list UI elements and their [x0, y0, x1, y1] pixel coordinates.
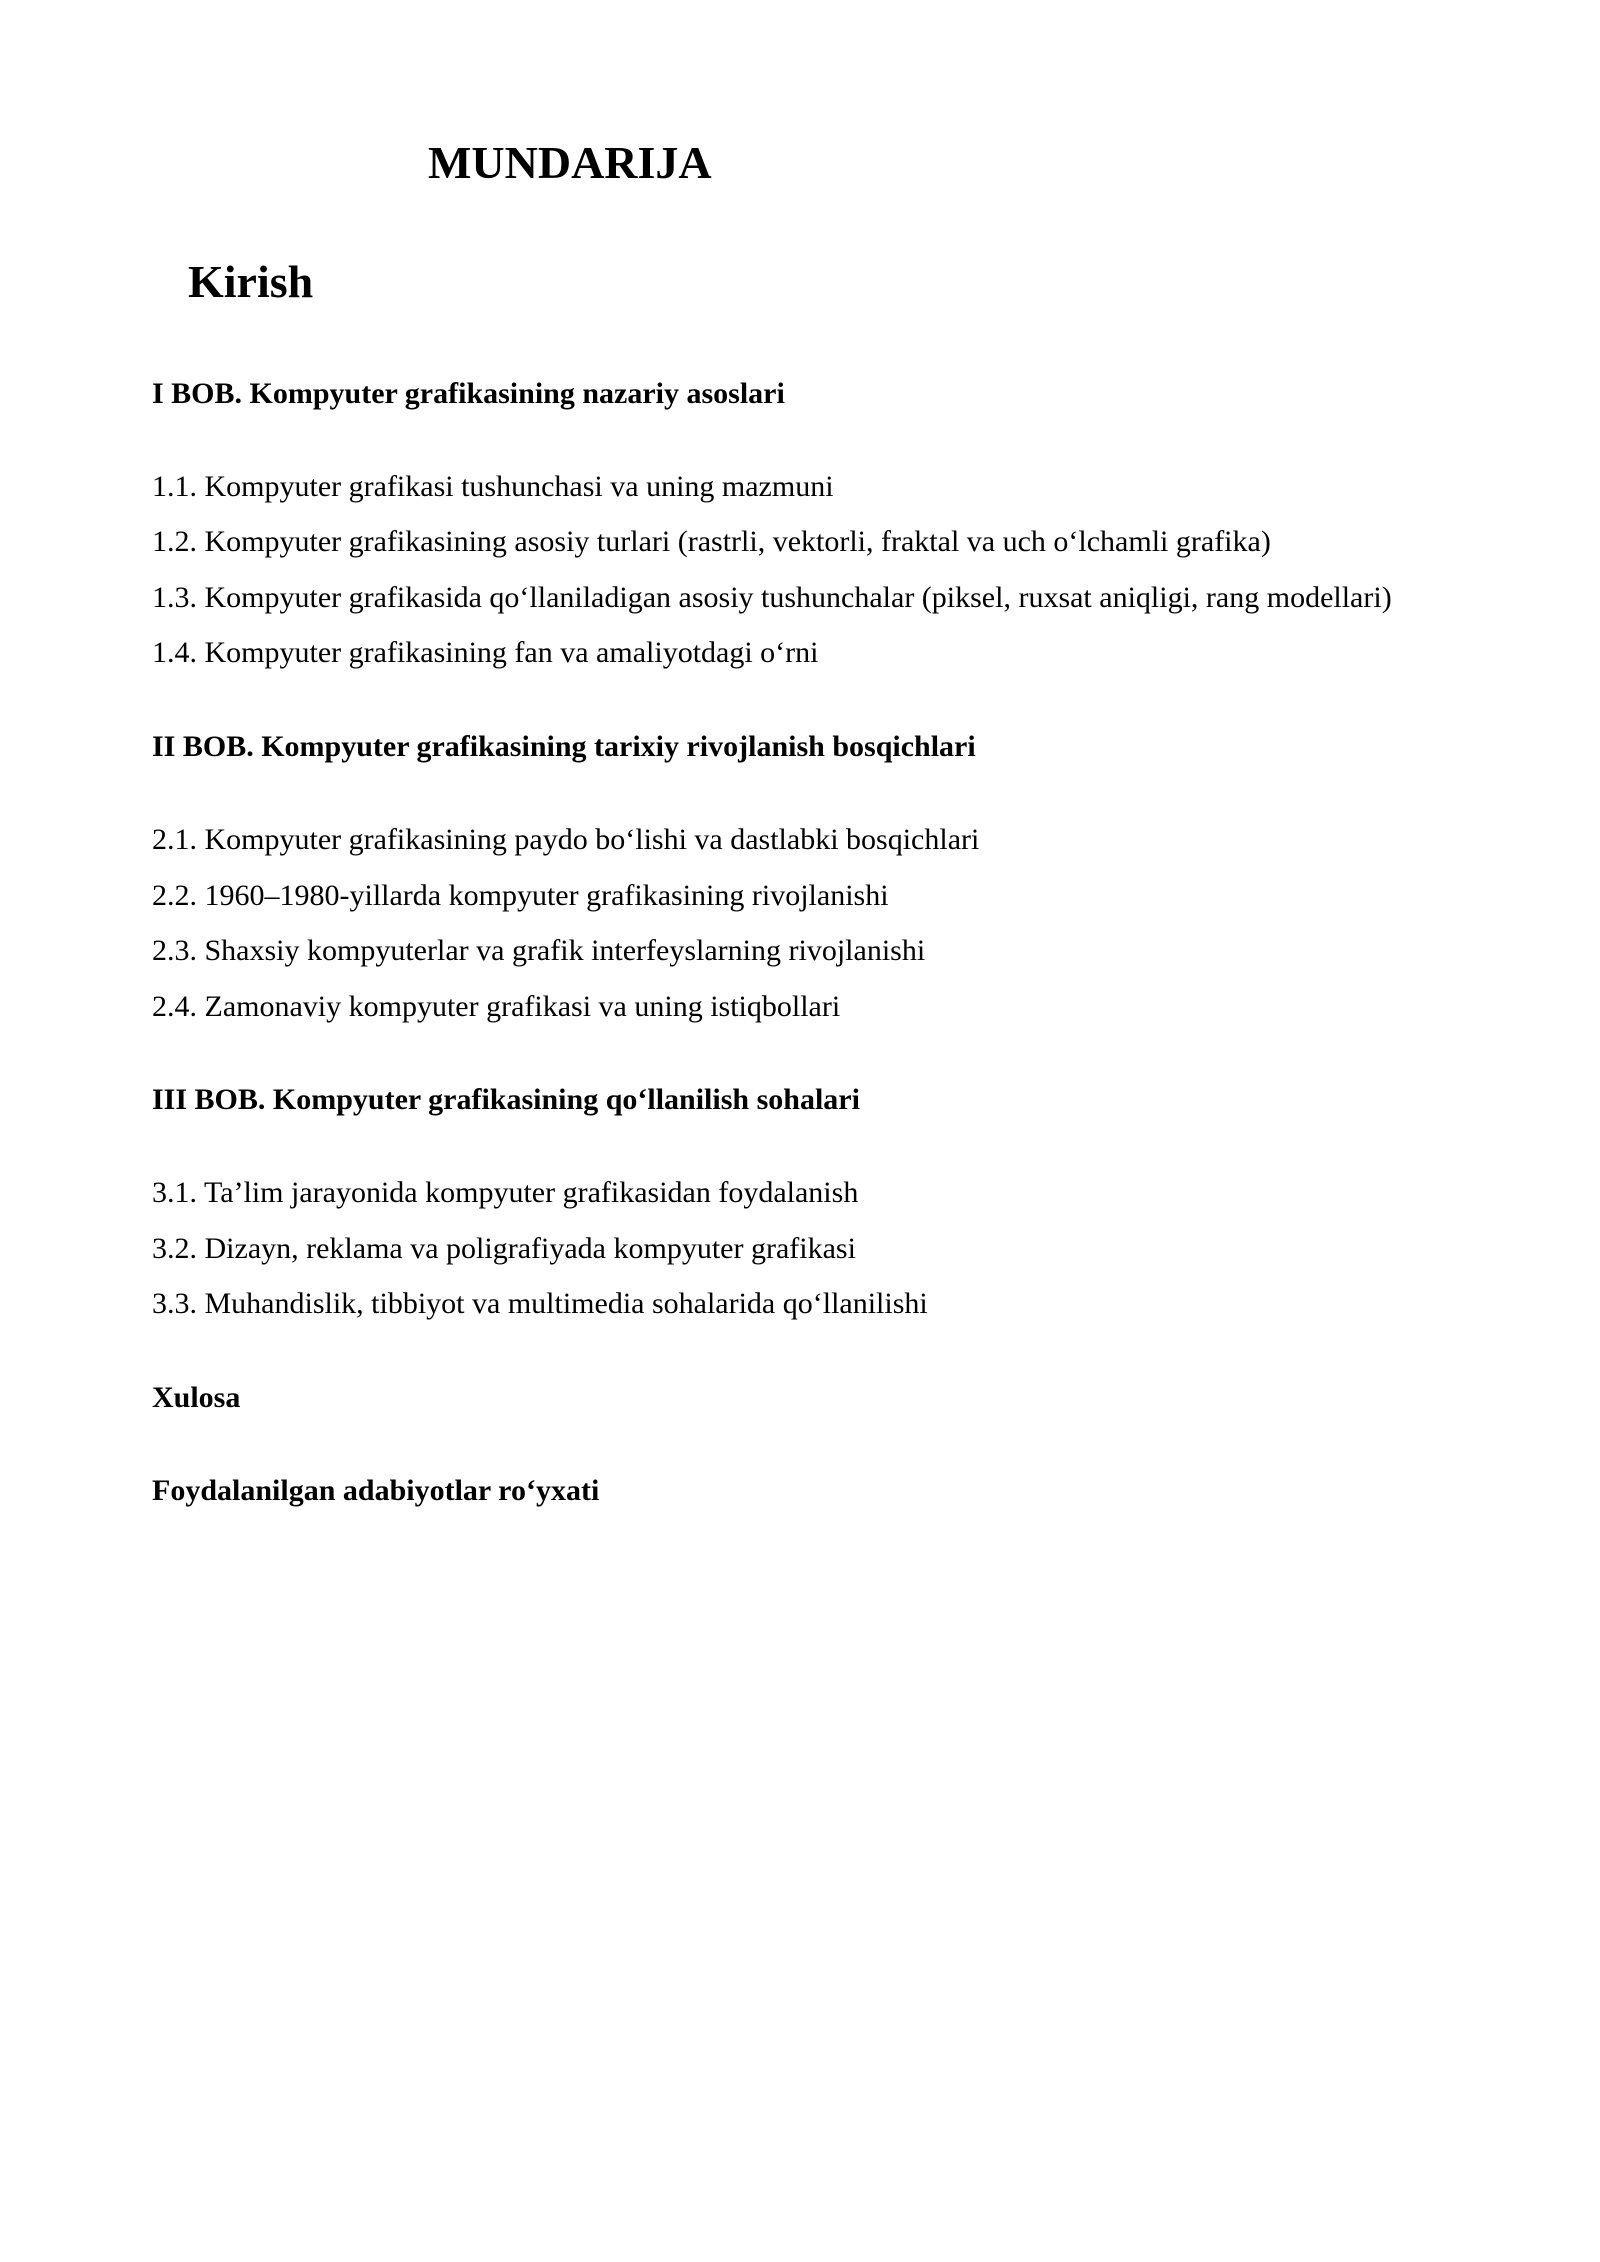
toc-conclusion: Xulosa — [152, 1381, 241, 1414]
toc-section-3-1: 3.1. Ta’lim jarayonida kompyuter grafikasidan foydalanish — [152, 1176, 859, 1209]
toc-section-1-3: 1.3. Kompyuter grafikasida qo‘llaniladigan asosiy tushunchalar (piksel, ruxsat aniqligi, rang modellari) — [152, 581, 1392, 614]
toc-chapter-1-heading: I BOB. Kompyuter grafikasining nazariy asoslari — [152, 377, 785, 410]
toc-intro: Kirish — [188, 256, 314, 307]
toc-section-2-1: 2.1. Kompyuter grafikasining paydo bo‘lishi va dastlabki bosqichlari — [152, 823, 980, 856]
toc-section-2-4: 2.4. Zamonaviy kompyuter grafikasi va uning istiqbollari — [152, 990, 841, 1023]
toc-references: Foydalanilgan adabiyotlar ro‘yxati — [152, 1474, 600, 1507]
toc-chapter-3-heading: III BOB. Kompyuter grafikasining qo‘llanilish sohalari — [152, 1083, 860, 1116]
toc-chapter-2-heading: II BOB. Kompyuter grafikasining tarixiy rivojlanish bosqichlari — [152, 730, 976, 763]
toc-section-3-2: 3.2. Dizayn, reklama va poligrafiyada kompyuter grafikasi — [152, 1232, 856, 1265]
toc-section-1-1: 1.1. Kompyuter grafikasi tushunchasi va uning mazmuni — [152, 470, 834, 503]
toc-section-1-4: 1.4. Kompyuter grafikasining fan va amaliyotdagi o‘rni — [152, 636, 819, 669]
toc-section-1-2: 1.2. Kompyuter grafikasining asosiy turlari (rastrli, vektorli, fraktal va uch o‘lchamli grafika) — [152, 525, 1271, 558]
toc-section-2-2: 2.2. 1960–1980-yillarda kompyuter grafikasining rivojlanishi — [152, 879, 889, 912]
page-title: MUNDARIJA — [428, 137, 712, 188]
toc-section-3-3: 3.3. Muhandislik, tibbiyot va multimedia sohalarida qo‘llanilishi — [152, 1287, 928, 1320]
toc-section-2-3: 2.3. Shaxsiy kompyuterlar va grafik interfeyslarning rivojlanishi — [152, 934, 926, 967]
